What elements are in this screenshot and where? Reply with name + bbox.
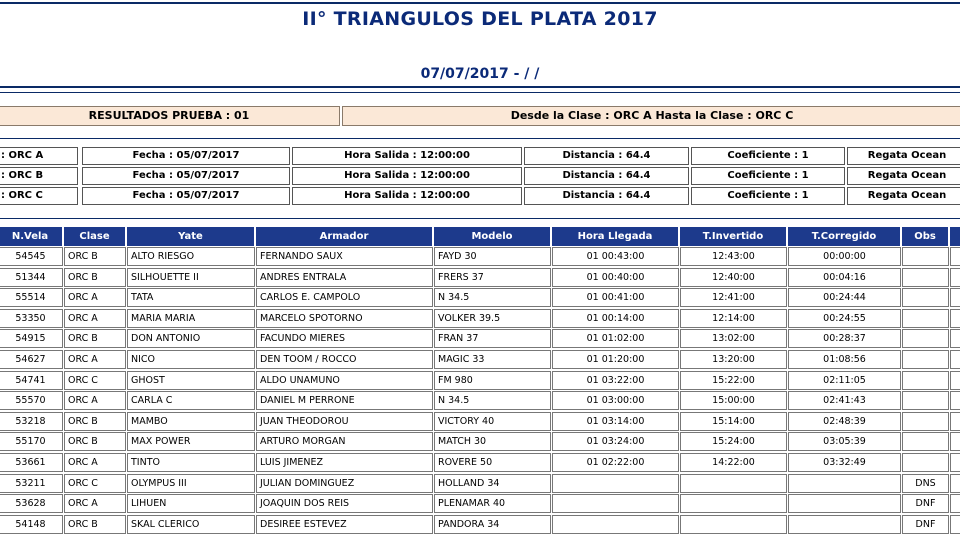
cell-yate: GHOST (127, 371, 255, 390)
cell-clase: ORC A (64, 453, 126, 472)
cell-t-invertido: 13:02:00 (680, 329, 787, 348)
cell-hora-llegada (552, 474, 679, 493)
cell-armador: JULIAN DOMINGUEZ (256, 474, 433, 493)
cell-clase: ORC B (64, 515, 126, 534)
cell-modelo: MAGIC 33 (434, 350, 551, 369)
cell-modelo: N 34.5 (434, 391, 551, 410)
cell-obs (902, 432, 949, 451)
cell-yate: CARLA C (127, 391, 255, 410)
cell-n-vela: 54627 (0, 350, 63, 369)
cell-obs: DNS (902, 474, 949, 493)
class-date: Fecha : 05/07/2017 (82, 147, 290, 165)
class-date: Fecha : 05/07/2017 (82, 167, 290, 185)
cell-hora-llegada: 01 02:22:00 (552, 453, 679, 472)
results-label: RESULTADOS PRUEBA : 01 (0, 106, 340, 126)
cell-n-vela: 51344 (0, 268, 63, 287)
class-distance: Distancia : 64.4 (524, 167, 689, 185)
cell-t-invertido: 15:22:00 (680, 371, 787, 390)
class-regatta: Regata Ocean (847, 167, 960, 185)
cell-t-invertido: 12:14:00 (680, 309, 787, 328)
cell-obs (902, 329, 949, 348)
cell-hora-llegada: 01 00:41:00 (552, 288, 679, 307)
cell-yate: TATA (127, 288, 255, 307)
cell-t-invertido: 15:24:00 (680, 432, 787, 451)
cell-armador: ALDO UNAMUNO (256, 371, 433, 390)
cell-n-vela: 55170 (0, 432, 63, 451)
cell-obs (902, 268, 949, 287)
cell-n-vela: 53350 (0, 309, 63, 328)
column-header-yate: Yate (127, 227, 255, 246)
cell-n-vela: 54741 (0, 371, 63, 390)
cell-modelo: ROVERE 50 (434, 453, 551, 472)
cell-extra (950, 350, 960, 369)
cell-t-invertido: 12:43:00 (680, 247, 787, 266)
cell-clase: ORC A (64, 391, 126, 410)
cell-armador: DEN TOOM / ROCCO (256, 350, 433, 369)
cell-hora-llegada (552, 515, 679, 534)
header-divider-thin (0, 92, 960, 93)
cell-t-corregido: 00:24:55 (788, 309, 901, 328)
cell-modelo: FM 980 (434, 371, 551, 390)
cell-yate: DON ANTONIO (127, 329, 255, 348)
column-header-hora-llegada: Hora Llegada (552, 227, 679, 246)
cell-yate: SKAL CLERICO (127, 515, 255, 534)
class-regatta: Regata Ocean (847, 187, 960, 205)
cell-t-corregido: 03:32:49 (788, 453, 901, 472)
cell-clase: ORC A (64, 309, 126, 328)
cell-t-corregido (788, 474, 901, 493)
class-start-time: Hora Salida : 12:00:00 (292, 167, 522, 185)
class-distance: Distancia : 64.4 (524, 147, 689, 165)
class-name: : ORC B (0, 167, 78, 185)
column-header-obs: Obs (902, 227, 949, 246)
cell-hora-llegada (552, 494, 679, 513)
cell-extra (950, 391, 960, 410)
cell-clase: ORC B (64, 247, 126, 266)
cell-hora-llegada: 01 03:22:00 (552, 371, 679, 390)
cell-modelo: VICTORY 40 (434, 412, 551, 431)
cell-n-vela: 53628 (0, 494, 63, 513)
cell-extra (950, 412, 960, 431)
top-rule (0, 2, 960, 4)
cell-extra (950, 515, 960, 534)
header-divider (0, 86, 960, 88)
cell-extra (950, 247, 960, 266)
cell-t-corregido: 02:41:43 (788, 391, 901, 410)
cell-n-vela: 54915 (0, 329, 63, 348)
cell-t-corregido: 00:24:44 (788, 288, 901, 307)
cell-extra (950, 329, 960, 348)
cell-t-invertido (680, 494, 787, 513)
cell-hora-llegada: 01 03:00:00 (552, 391, 679, 410)
cell-armador: LUIS JIMENEZ (256, 453, 433, 472)
cell-clase: ORC A (64, 494, 126, 513)
cell-hora-llegada: 01 01:02:00 (552, 329, 679, 348)
cell-hora-llegada: 01 03:24:00 (552, 432, 679, 451)
cell-clase: ORC C (64, 474, 126, 493)
cell-armador: ARTURO MORGAN (256, 432, 433, 451)
cell-hora-llegada: 01 00:14:00 (552, 309, 679, 328)
column-header-t-corregido: T.Corregido (788, 227, 901, 246)
cell-extra (950, 371, 960, 390)
cell-modelo: FRAN 37 (434, 329, 551, 348)
cell-t-invertido: 14:22:00 (680, 453, 787, 472)
cell-n-vela: 53211 (0, 474, 63, 493)
cell-modelo: FRERS 37 (434, 268, 551, 287)
cell-obs (902, 350, 949, 369)
cell-hora-llegada: 01 00:40:00 (552, 268, 679, 287)
cell-hora-llegada: 01 00:43:00 (552, 247, 679, 266)
cell-clase: ORC B (64, 268, 126, 287)
cell-modelo: MATCH 30 (434, 432, 551, 451)
cell-extra (950, 453, 960, 472)
cell-t-corregido (788, 494, 901, 513)
class-name: : ORC C (0, 187, 78, 205)
cell-obs (902, 309, 949, 328)
cell-t-corregido: 00:00:00 (788, 247, 901, 266)
cell-extra (950, 474, 960, 493)
cell-yate: OLYMPUS III (127, 474, 255, 493)
cell-armador: DESIREE ESTEVEZ (256, 515, 433, 534)
cell-t-corregido: 01:08:56 (788, 350, 901, 369)
cell-modelo: FAYD 30 (434, 247, 551, 266)
cell-yate: ALTO RIESGO (127, 247, 255, 266)
cell-n-vela: 53661 (0, 453, 63, 472)
cell-obs (902, 371, 949, 390)
cell-obs (902, 412, 949, 431)
report-date: 07/07/2017 - / / (420, 66, 540, 82)
class-regatta: Regata Ocean (847, 147, 960, 165)
cell-armador: ANDRES ENTRALA (256, 268, 433, 287)
cell-yate: MAX POWER (127, 432, 255, 451)
cell-clase: ORC B (64, 432, 126, 451)
cell-t-corregido: 00:04:16 (788, 268, 901, 287)
cell-t-invertido: 12:40:00 (680, 268, 787, 287)
cell-extra (950, 432, 960, 451)
column-header-clase: Clase (64, 227, 126, 246)
class-coefficient: Coeficiente : 1 (691, 187, 845, 205)
cell-yate: SILHOUETTE II (127, 268, 255, 287)
results-divider (0, 138, 960, 139)
cell-obs (902, 453, 949, 472)
cell-clase: ORC A (64, 288, 126, 307)
cell-t-invertido: 15:14:00 (680, 412, 787, 431)
cell-yate: NICO (127, 350, 255, 369)
class-coefficient: Coeficiente : 1 (691, 167, 845, 185)
column-header-n-vela: N.Vela (0, 227, 63, 246)
cell-n-vela: 55570 (0, 391, 63, 410)
cell-t-invertido (680, 474, 787, 493)
cell-modelo: HOLLAND 34 (434, 474, 551, 493)
cell-armador: MARCELO SPOTORNO (256, 309, 433, 328)
cell-obs (902, 288, 949, 307)
cell-obs: DNF (902, 494, 949, 513)
page-title: II° TRIANGULOS DEL PLATA 2017 (302, 8, 658, 30)
cell-armador: DANIEL M PERRONE (256, 391, 433, 410)
cell-t-invertido: 15:00:00 (680, 391, 787, 410)
cell-armador: CARLOS E. CAMPOLO (256, 288, 433, 307)
cell-armador: FERNANDO SAUX (256, 247, 433, 266)
cell-n-vela: 53218 (0, 412, 63, 431)
cell-obs (902, 391, 949, 410)
cell-t-corregido: 02:11:05 (788, 371, 901, 390)
cell-obs (902, 247, 949, 266)
cell-t-invertido (680, 515, 787, 534)
cell-t-invertido: 13:20:00 (680, 350, 787, 369)
cell-clase: ORC B (64, 412, 126, 431)
cell-yate: TINTO (127, 453, 255, 472)
cell-hora-llegada: 01 01:20:00 (552, 350, 679, 369)
cell-hora-llegada: 01 03:14:00 (552, 412, 679, 431)
column-header-armador: Armador (256, 227, 433, 246)
cell-armador: JOAQUIN DOS REIS (256, 494, 433, 513)
cell-clase: ORC C (64, 371, 126, 390)
cell-t-corregido: 03:05:39 (788, 432, 901, 451)
cell-clase: ORC A (64, 350, 126, 369)
cell-t-corregido: 00:28:37 (788, 329, 901, 348)
cell-t-corregido: 02:48:39 (788, 412, 901, 431)
class-range: Desde la Clase : ORC A Hasta la Clase : ORC C (342, 106, 960, 126)
cell-t-corregido (788, 515, 901, 534)
class-coefficient: Coeficiente : 1 (691, 147, 845, 165)
cell-extra (950, 288, 960, 307)
column-header-modelo: Modelo (434, 227, 551, 246)
cell-extra (950, 268, 960, 287)
class-start-time: Hora Salida : 12:00:00 (292, 147, 522, 165)
class-start-time: Hora Salida : 12:00:00 (292, 187, 522, 205)
cell-modelo: VOLKER 39.5 (434, 309, 551, 328)
cell-obs: DNF (902, 515, 949, 534)
cell-clase: ORC B (64, 329, 126, 348)
cell-n-vela: 54148 (0, 515, 63, 534)
table-top-divider (0, 218, 960, 219)
class-distance: Distancia : 64.4 (524, 187, 689, 205)
cell-yate: LIHUEN (127, 494, 255, 513)
cell-modelo: N 34.5 (434, 288, 551, 307)
column-header-extra (950, 227, 960, 246)
cell-modelo: PLENAMAR 40 (434, 494, 551, 513)
cell-extra (950, 494, 960, 513)
cell-t-invertido: 12:41:00 (680, 288, 787, 307)
cell-n-vela: 54545 (0, 247, 63, 266)
column-header-t-invertido: T.Invertido (680, 227, 787, 246)
class-date: Fecha : 05/07/2017 (82, 187, 290, 205)
cell-extra (950, 309, 960, 328)
class-name: : ORC A (0, 147, 78, 165)
cell-armador: JUAN THEODOROU (256, 412, 433, 431)
cell-yate: MAMBO (127, 412, 255, 431)
cell-modelo: PANDORA 34 (434, 515, 551, 534)
cell-n-vela: 55514 (0, 288, 63, 307)
cell-armador: FACUNDO MIERES (256, 329, 433, 348)
cell-yate: MARIA MARIA (127, 309, 255, 328)
